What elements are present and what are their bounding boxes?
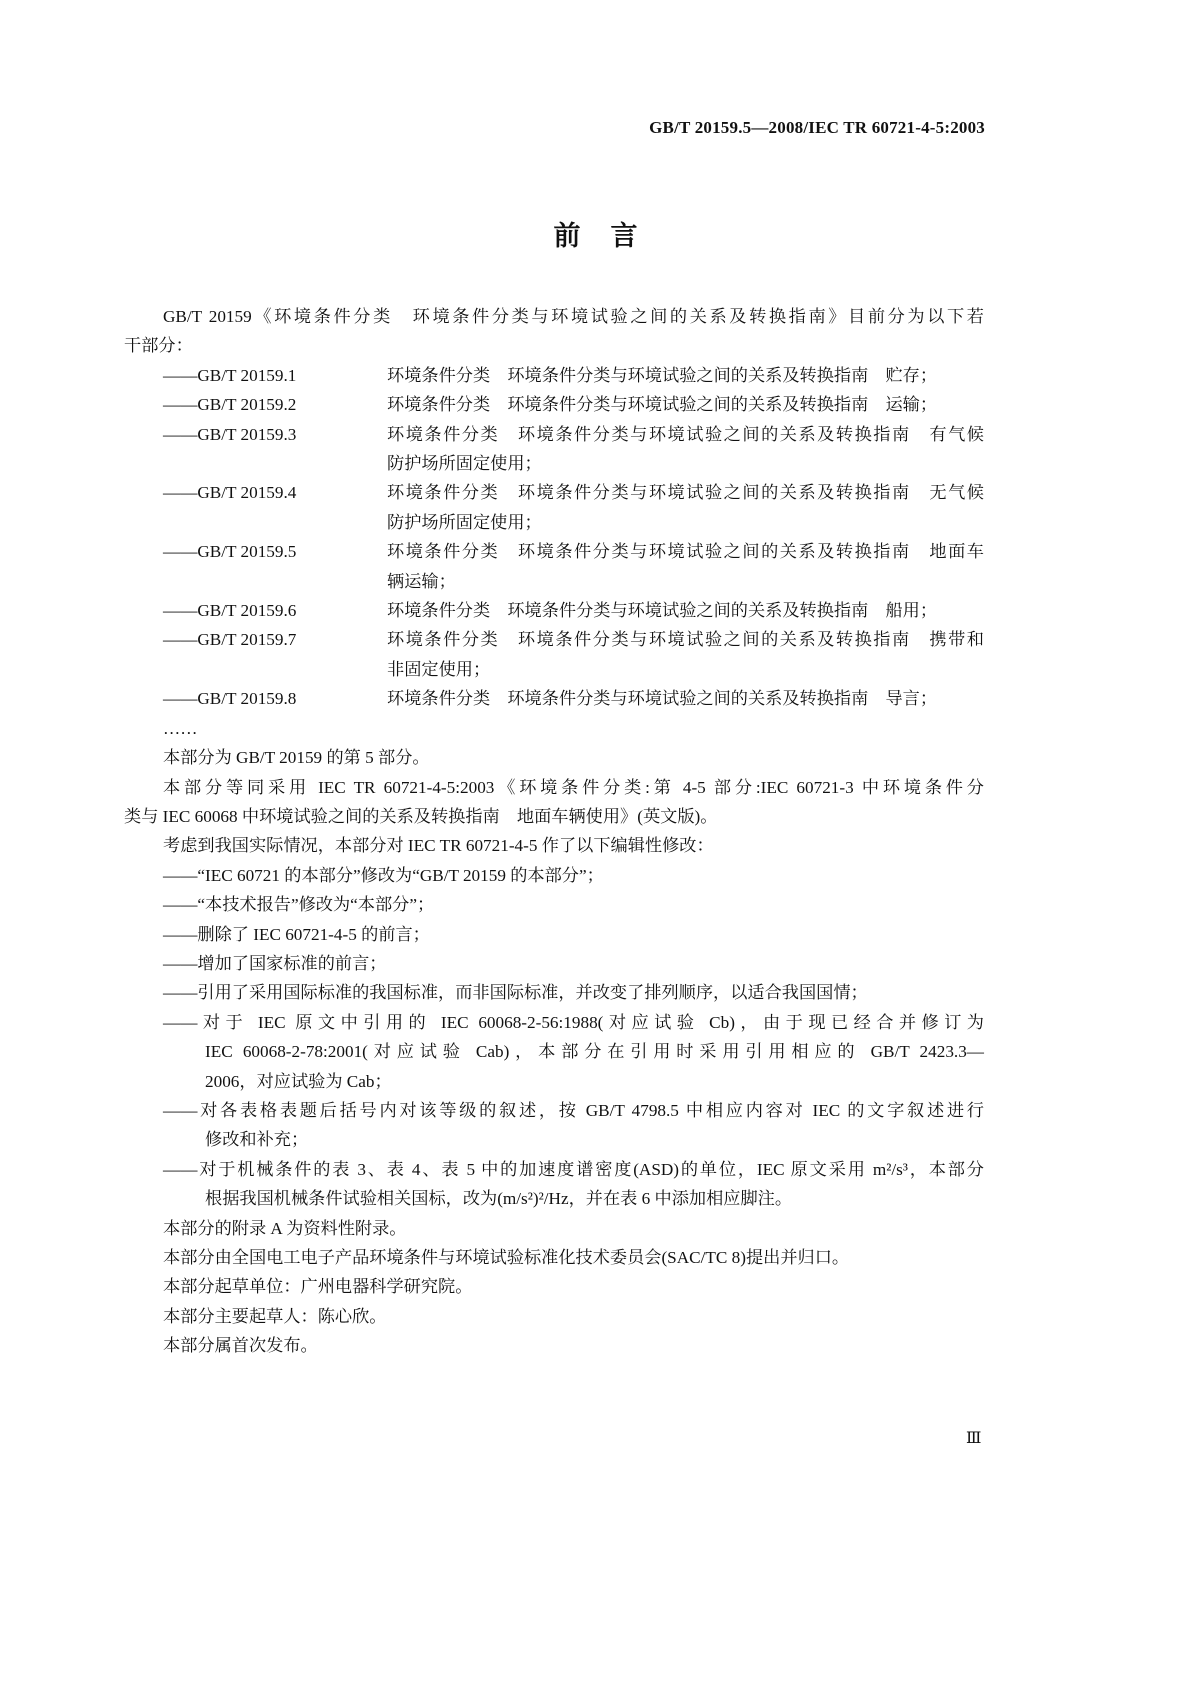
part-item: [124, 478, 984, 537]
text-line: ——“本技术报告”修改为“本部分”；: [163, 895, 435, 915]
text-line: 环境条件分类 环境条件分类与环境试验之间的关系及转换指南 有气候: [387, 424, 984, 444]
part-title: [387, 684, 984, 713]
part-code: ——GB/T 20159.6: [163, 601, 297, 621]
modification-item: [124, 890, 984, 919]
part-code: ——GB/T 20159.4: [163, 483, 297, 503]
part-item: [124, 625, 984, 684]
part-item: [124, 537, 984, 596]
text-line: 2006，对应试验为 Cab；: [205, 1071, 392, 1091]
intro-paragraph: [124, 302, 984, 361]
modification-item: [124, 920, 984, 949]
modification-item: [124, 978, 984, 1007]
text-line: 根据我国机械条件试验相关国标，改为(m/s²)²/Hz，并在表 6 中添加相应脚注。: [205, 1189, 793, 1209]
closing-paragraph: 本部分主要起草人：陈心欣。: [163, 1306, 387, 1326]
part-code: ——GB/T 20159.5: [163, 542, 297, 562]
text-line: 辆运输；: [387, 571, 456, 591]
text-line: 环境条件分类 环境条件分类与环境试验之间的关系及转换指南 导言；: [387, 689, 938, 709]
part-title: [387, 420, 984, 479]
text-line: 非固定使用；: [387, 659, 491, 679]
part-title: [387, 478, 984, 537]
adoption-paragraph: [124, 773, 984, 832]
text-line: 环境条件分类 环境条件分类与环境试验之间的关系及转换指南 运输；: [387, 395, 938, 415]
closing-paragraph: 本部分的附录 A 为资料性附录。: [163, 1218, 407, 1238]
part-item: [124, 420, 984, 479]
text-line: GB/T 20159《环境条件分类 环境条件分类与环境试验之间的关系及转换指南》目前分为以下若: [163, 307, 984, 326]
text-line: 环境条件分类 环境条件分类与环境试验之间的关系及转换指南 携带和: [387, 630, 984, 650]
text-line: ——对各表格表题后括号内对该等级的叙述，按 GB/T 4798.5 中相应内容对 IEC 的文字叙述进行: [163, 1100, 984, 1120]
modification-item: [124, 1008, 984, 1096]
text-line: ——对于 IEC 原文中引用的 IEC 60068-2-56:1988(对应试验 Cb)，由于现已经合并修订为: [163, 1012, 984, 1032]
text-line: 防护场所固定使用；: [387, 512, 542, 532]
modification-item: [124, 1096, 984, 1155]
page-title: 前言: [553, 221, 668, 251]
modifications-list: [124, 861, 984, 1214]
text-line: 干部分：: [124, 336, 193, 356]
closing-paragraph: 本部分由全国电工电子产品环境条件与环境试验标准化技术委员会(SAC/TC 8)提出并归口。: [163, 1248, 850, 1267]
text-line: IEC 60068-2-78:2001(对应试验 Cab)，本部分在引用时采用引用相应的 GB/T 2423.3—: [205, 1042, 984, 1062]
text-line: ——增加了国家标准的前言；: [163, 953, 387, 973]
part-item: [124, 684, 984, 713]
text-line: 类与 IEC 60068 中环境试验之间的关系及转换指南 地面车辆使用》(英文版)。: [124, 806, 718, 826]
foreword-body: [124, 302, 984, 1361]
text-line: ——引用了采用国际标准的我国标准，而非国际标准，并改变了排列顺序，以适合我国国情；: [163, 983, 868, 1003]
closing-paragraph: 本部分属首次发布。: [163, 1336, 318, 1356]
text-line: ——“IEC 60721 的本部分”修改为“GB/T 20159 的本部分”；: [163, 865, 604, 885]
part-title: [387, 537, 984, 596]
text-line: 环境条件分类 环境条件分类与环境试验之间的关系及转换指南 无气候: [387, 483, 984, 503]
text-line: 防护场所固定使用；: [387, 454, 542, 474]
part-title: [387, 625, 984, 684]
modification-item: [124, 861, 984, 890]
part-code: ——GB/T 20159.2: [163, 395, 297, 415]
modifications-intro: 考虑到我国实际情况，本部分对 IEC TR 60721-4-5 作了以下编辑性修改：: [163, 836, 714, 856]
text-line: 本部分等同采用 IEC TR 60721-4-5:2003《环境条件分类:第 4-5 部分:IEC 60721-3 中环境条件分: [163, 777, 984, 797]
text-line: 修改和补充；: [205, 1130, 309, 1150]
part-item: [124, 390, 984, 419]
modification-item: [124, 949, 984, 978]
closing-paragraphs: [124, 1214, 984, 1361]
page-number: Ⅲ: [966, 1430, 982, 1447]
part-statement: 本部分为 GB/T 20159 的第 5 部分。: [163, 748, 430, 768]
part-code: ——GB/T 20159.8: [163, 689, 297, 709]
text-line: ——对于机械条件的表 3、表 4、表 5 中的加速度谱密度(ASD)的单位，IEC 原文采用 m²/s³，本部分: [163, 1159, 984, 1179]
ellipsis: ……: [163, 718, 198, 738]
modification-item: [124, 1155, 984, 1214]
parts-list: [124, 361, 984, 714]
text-line: 环境条件分类 环境条件分类与环境试验之间的关系及转换指南 船用；: [387, 601, 938, 621]
standard-number-header: GB/T 20159.5—2008/IEC TR 60721-4-5:2003: [649, 118, 985, 137]
part-title: [387, 390, 984, 419]
closing-paragraph: 本部分起草单位：广州电器科学研究院。: [163, 1277, 473, 1297]
part-item: [124, 361, 984, 390]
text-line: 环境条件分类 环境条件分类与环境试验之间的关系及转换指南 贮存；: [387, 365, 938, 385]
text-line: 环境条件分类 环境条件分类与环境试验之间的关系及转换指南 地面车: [387, 542, 984, 562]
part-item: [124, 596, 984, 625]
part-code: ——GB/T 20159.3: [163, 424, 297, 444]
part-code: ——GB/T 20159.1: [163, 365, 297, 385]
part-title: [387, 596, 984, 625]
text-line: ——删除了 IEC 60721-4-5 的前言；: [163, 924, 430, 944]
part-code: ——GB/T 20159.7: [163, 630, 297, 650]
part-title: [387, 361, 984, 390]
